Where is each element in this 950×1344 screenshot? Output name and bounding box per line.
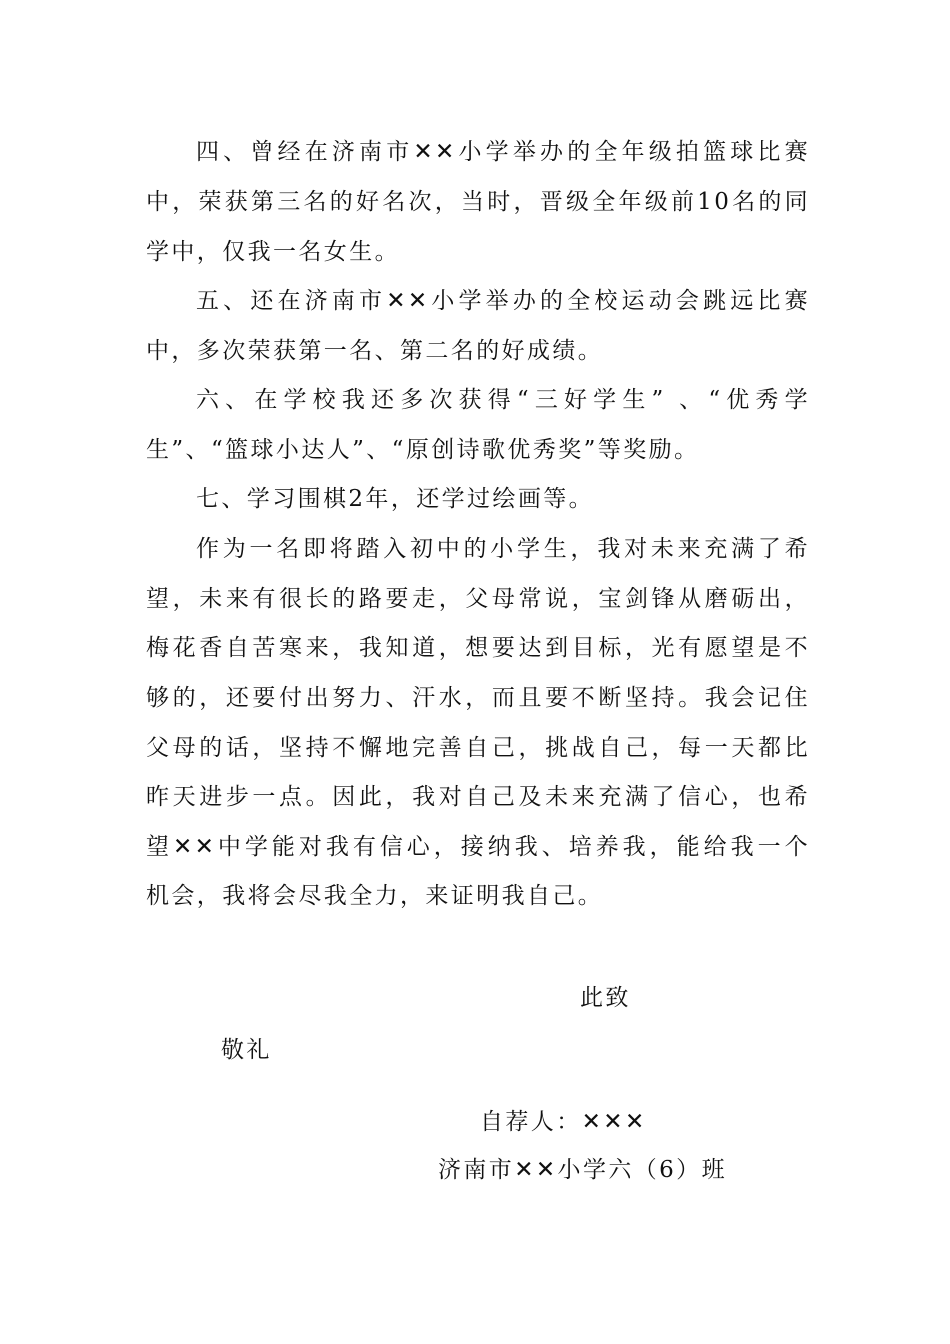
closing-cizhi: 此致	[580, 985, 631, 1011]
text-line: 学中，仅我一名女生。	[146, 239, 400, 265]
text-line: 生”、“篮球小达人”、“原创诗歌优秀奖”等奖励。	[146, 437, 700, 463]
text-line: 望，未来有很长的路要走，父母常说，宝剑锋从磨砺出，	[146, 586, 810, 612]
text-line: 四、曾经在济南市✕✕小学举办的全年级拍篮球比赛	[196, 139, 810, 165]
closing-jingli: 敬礼	[221, 1037, 272, 1063]
text-line: 昨天进步一点。因此，我对自己及未来充满了信心，也希	[146, 784, 810, 810]
text-line: 作为一名即将踏入初中的小学生，我对未来充满了希	[196, 536, 810, 562]
text-line: 中，多次荣获第一名、第二名的好成绩。	[146, 338, 604, 364]
text-line: 父母的话，坚持不懈地完善自己，挑战自己，每一天都比	[146, 735, 810, 761]
class-line: 济南市✕✕小学六（6）班	[438, 1157, 727, 1183]
text-line: 五、还在济南市✕✕小学举办的全校运动会跳远比赛	[196, 288, 810, 314]
text-line: 机会，我将会尽我全力，来证明我自己。	[146, 883, 604, 909]
signer-line: 自荐人：✕✕✕	[480, 1109, 647, 1135]
text-line: 够的，还要付出努力、汗水，而且要不断坚持。我会记住	[146, 685, 810, 711]
text-line: 梅花香自苦寒来，我知道，想要达到目标，光有愿望是不	[146, 635, 810, 661]
text-line: 六、在学校我还多次获得“三好学生” 、“优秀学	[196, 387, 810, 413]
text-line: 望✕✕中学能对我有信心，接纳我、培养我，能给我一个	[146, 834, 810, 860]
text-line: 中，荣获第三名的好名次，当时，晋级全年级前10名的同	[146, 189, 810, 215]
text-line: 七、学习围棋2年，还学过绘画等。	[196, 486, 595, 512]
